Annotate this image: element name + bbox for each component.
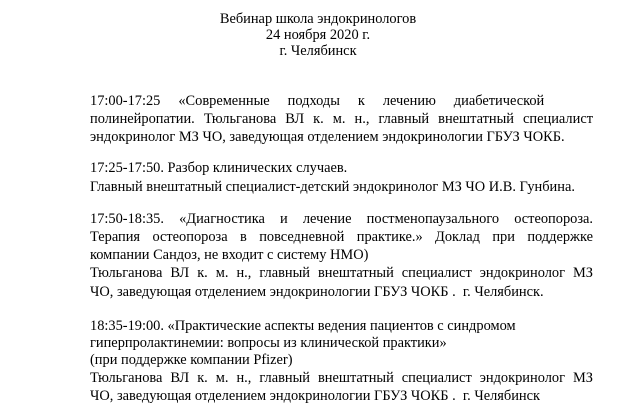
document-header <box>0 11 636 59</box>
program-line: 17:50-18:35. «Диагностика и лечение постменопаузального остеопороза. <box>90 211 593 227</box>
program-line: Тюльганова ВЛ к. м. н., главный внештатный специалист эндокринолог МЗ <box>90 370 593 386</box>
program-line: полинейропатии. Тюльганова ВЛ к. м. н., главный внештатный специалист <box>90 111 593 127</box>
webinar-title: Вебинар школа эндокринологов <box>219 11 417 27</box>
webinar-city: г. Челябинск <box>279 43 357 59</box>
program-line: ЧО, заведующая отделением эндокринологии ГБУЗ ЧОКБ . г. Челябинск. <box>90 284 544 300</box>
program-line: 18:35-19:00. «Практические аспекты ведения пациентов с синдромом <box>90 318 516 334</box>
webinar-date: 24 ноября 2020 г. <box>265 27 371 43</box>
program-line: Тюльганова ВЛ к. м. н., главный внештатный специалист эндокринолог МЗ <box>90 265 593 281</box>
program-line: 17:25-17:50. Разбор клинических случаев. <box>90 160 348 176</box>
program-line: компании Сандоз, не входит с систему НМО) <box>90 247 369 263</box>
program-line: гиперпролактинемии: вопросы из клинической практики» <box>90 335 447 351</box>
program-line: Главный внештатный специалист-детский эндокринолог МЗ ЧО И.В. Гунбина. <box>90 179 575 195</box>
program-line: Терапия остеопороза в повседневной практике.» Доклад при поддержке <box>90 229 593 245</box>
program-line: ЧО, заведующая отделением эндокринологии ГБУЗ ЧОКБ . г. Челябинск <box>90 388 541 404</box>
program-line: (при поддержке компании Pfizer) <box>90 352 293 368</box>
program-line: 17:00-17:25 «Современные подходы к лечению диабетической <box>90 93 545 109</box>
program-line: эндокринолог МЗ ЧО, заведующая отделением эндокринологии ГБУЗ ЧОКБ. <box>90 129 565 145</box>
